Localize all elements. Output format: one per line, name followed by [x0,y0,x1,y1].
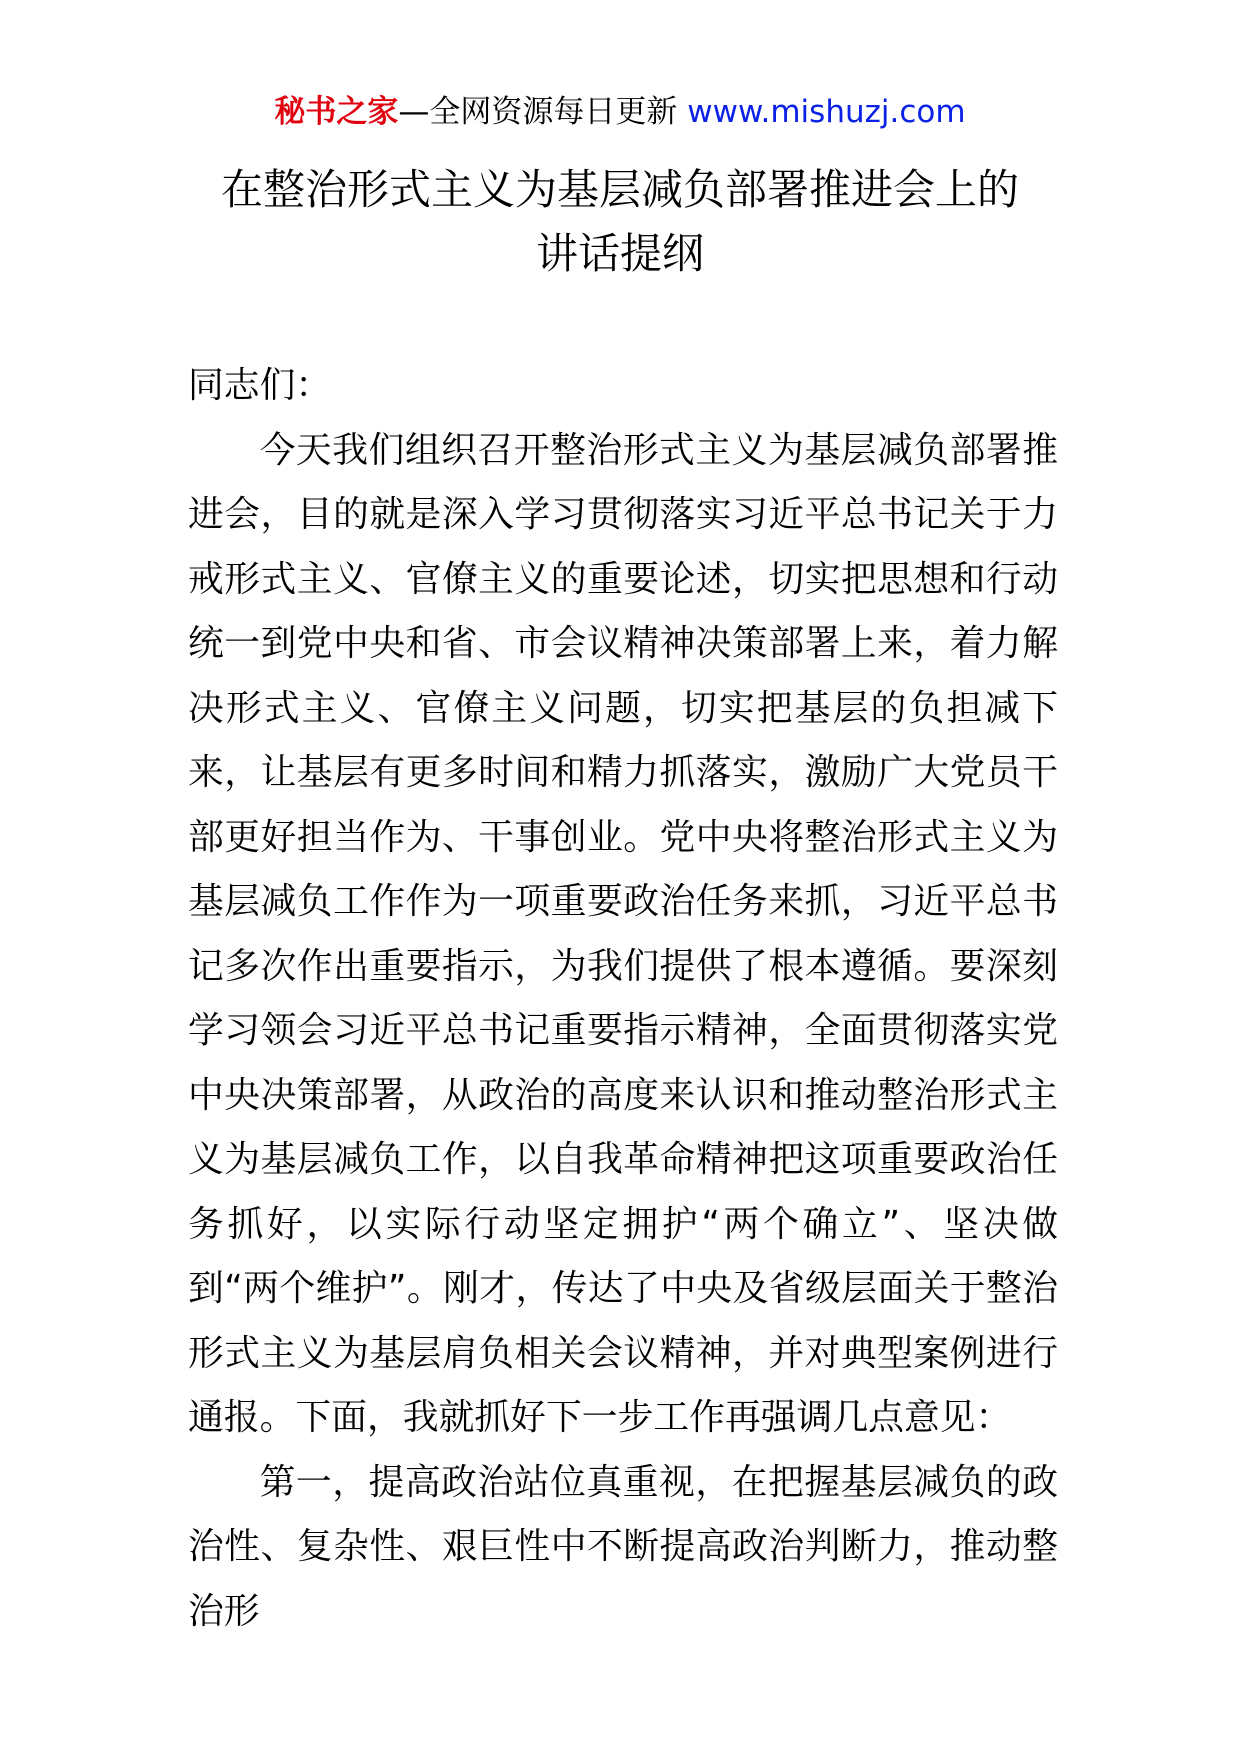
brand-name: 秘书之家 [274,94,399,130]
header-tagline: —全网资源每日更新 [398,94,688,130]
site-url[interactable]: www.mishuzj.com [687,94,966,130]
salutation: 同志们： [188,365,332,406]
body-paragraph-1: 今天我们组织召开整治形式主义为基层减负部署推进会，目的就是深入学习贯彻落实习近平总书记关于力戒形式主义、官僚主义的重要论述，切实把思想和行动统一到党中央和省、市会议精神决策部署上来，着力解决形式主义、官僚主义问题，切实把基层的负担减下来，让基层有更多时间和精力抓落实，激励广大党员干部更好担当作为、干事创业。党中央将整治形式主义为基层减负工作作为一项重要政治任务来抓，习近平总书记多次作出重要指示，为我们提供了根本遵循。要深刻学习领会习近平总书记重要指示精神，全面贯彻落实党中央决策部署，从政治的高度来认识和推动整治形式主义为基层减负工作，以自我革命精神把这项重要政治任务抓好，以实际行动坚定拥护“两个确立”、坚决做到“两个维护”。刚才，传达了中央及省级层面关于整治形式主义为基层肩负相关会议精神，并对典型案例进行通报。下面，我就抓好下一步工作再强调几点意见： [188,429,1058,1438]
watermark-header [0,88,1240,136]
document-body [188,354,1058,1644]
body-paragraph-2: 第一，提高政治站位真重视，在把握基层减负的政治性、复杂性、艰巨性中不断提高政治判断力，推动整治形 [188,1461,1058,1632]
title-line-2: 讲话提纲 [535,229,704,278]
document-title [0,158,1240,286]
title-line-1: 在整治形式主义为基层减负部署推进会上的 [220,165,1019,214]
